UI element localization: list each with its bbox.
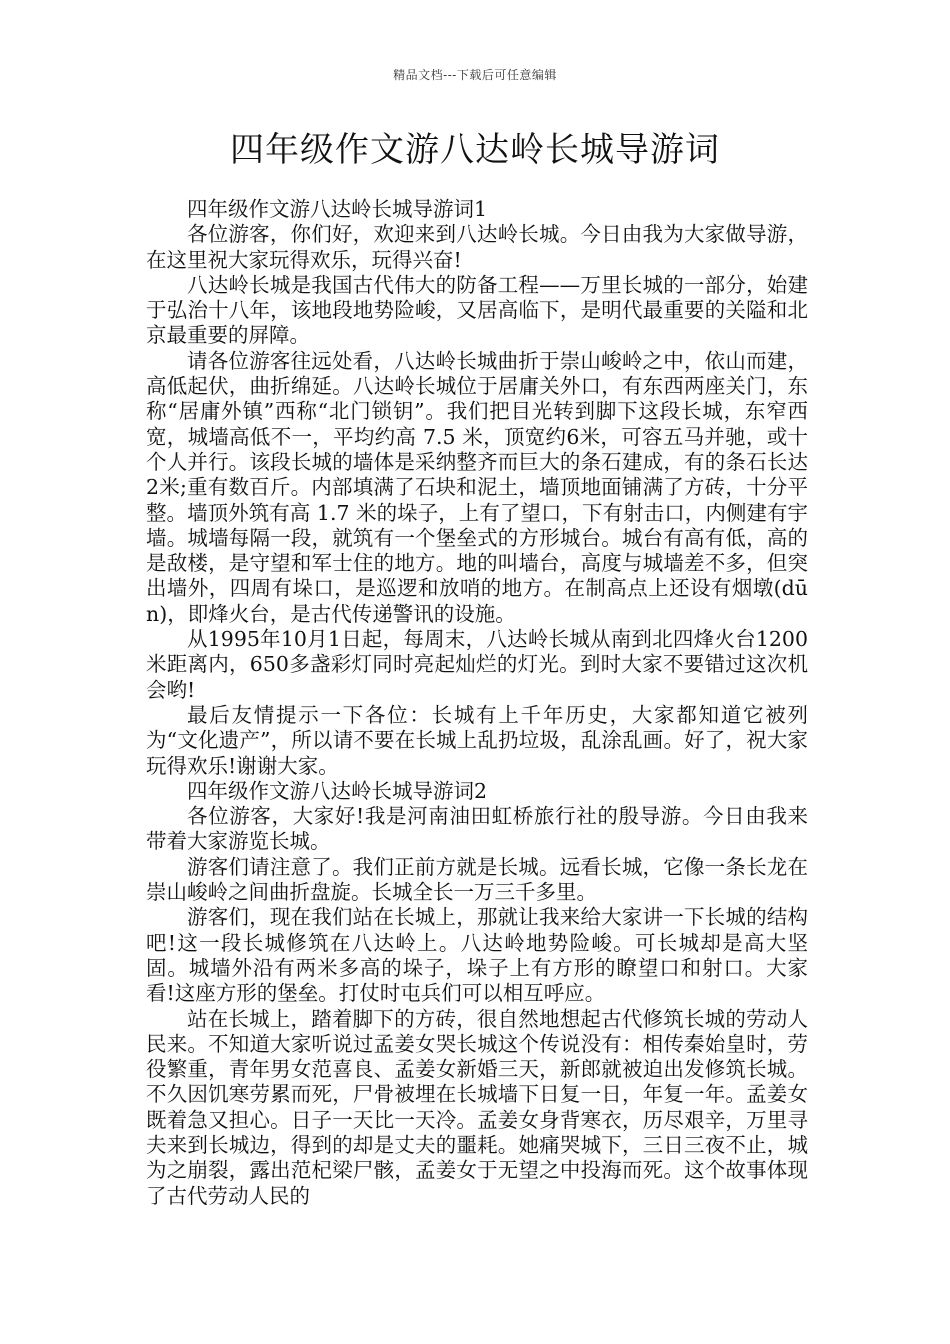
paragraph-reminder: 最后友情提示一下各位：长城有上千年历史，大家都知道它被列为“文化遗产”，所以请不要在长城上乱扔垃圾，乱涂乱画。好了，祝大家玩得欢乐!谢谢大家。 xyxy=(146,702,808,778)
paragraph-history: 八达岭长城是我国古代伟大的防备工程——万里长城的一部分，始建于弘治十八年，该地段地势险峻，又居高临下，是明代最重要的关隘和北京最重要的屏障。 xyxy=(146,272,808,348)
paragraph-guide-intro: 各位游客，大家好!我是河南油田虹桥旅行社的殷导游。今日由我来带着大家游览长城。 xyxy=(146,804,808,854)
document-body xyxy=(146,197,808,1209)
subtitle-part-1: 四年级作文游八达岭长城导游词1 xyxy=(187,197,488,221)
paragraph-structure: 请各位游客往远处看，八达岭长城曲折于崇山峻岭之中，依山而建，高低起伏，曲折绵延。八达岭长城位于居庸关外口，有东西两座关门，东称“居庸外镇”西称“北门锁钥”。我们把目光转到脚下这段长城，东窄西宽，城墙高低不一，平均约高 7.5 米，顶宽约6米，可容五马并驰，或十个人并行。该段长城的墙体是采纳整齐而巨大的条石建成，有的条石长达2米;重有数百斤。内部填满了石块和泥土，墙顶地面铺满了方砖，十分平整。墙顶外筑有高 1.7 米的垛子，上有了望口，下有射击口，内侧建有宇墙。城墙每隔一段，就筑有一个堡垒式的方形城台。城台有高有低，高的是敌楼，是守望和军士住的地方。地的叫墙台，高度与城墙差不多，但突出墙外，四周有垛口，是巡逻和放哨的地方。在制高点上还设有烟墩(dūn)，即烽火台，是古代传递警讯的设施。 xyxy=(146,348,808,626)
subtitle-part-2: 四年级作文游八达岭长城导游词2 xyxy=(187,778,488,803)
paragraph-legend: 站在长城上，踏着脚下的方砖，很自然地想起古代修筑长城的劳动人民来。不知道大家听说过孟姜女哭长城这个传说没有：相传秦始皇时，劳役繁重，青年男女范喜良、孟姜女新婚三天，新郎就被迫出发修筑长城。不久因饥寒劳累而死，尸骨被埋在长城墙下日复一日，年复一年。孟姜女既着急又担心。日子一天比一天冷。孟姜女身背寒衣，历尽艰辛，万里寻夫来到长城边，得到的却是丈夫的噩耗。她痛哭城下，三日三夜不止，城为之崩裂，露出范杞梁尸骸，孟姜女于无望之中投海而死。这个故事体现了古代劳动人民的 xyxy=(146,1006,808,1208)
paragraph-lights: 从1995年10月1日起，每周末，八达岭长城从南到北四烽火台1200米距离内，650多盏彩灯同时亮起灿烂的灯光。到时大家不要错过这次机会哟! xyxy=(146,627,808,702)
paragraph-greeting: 各位游客，你们好，欢迎来到八达岭长城。今日由我为大家做导游，在这里祝大家玩得欢乐，玩得兴奋! xyxy=(146,222,808,272)
document-title: 四年级作文游八达岭长城导游词 xyxy=(230,130,720,170)
paragraph-view: 游客们请注意了。我们正前方就是长城。远看长城，它像一条长龙在崇山峻岭之间曲折盘旋。长城全长一万三千多里。 xyxy=(146,854,808,905)
page-header: 精品文档---下载后可任意编辑 xyxy=(393,68,557,82)
paragraph-wall-structure: 游客们，现在我们站在长城上，那就让我来给大家讲一下长城的结构吧!这一段长城修筑在八达岭上。八达岭地势险峻。可长城却是高大坚固。城墙外沿有两米多高的垛子，垛子上有方形的瞭望口和射口。大家看!这座方形的堡垒。打仗时屯兵们可以相互呼应。 xyxy=(146,905,808,1006)
